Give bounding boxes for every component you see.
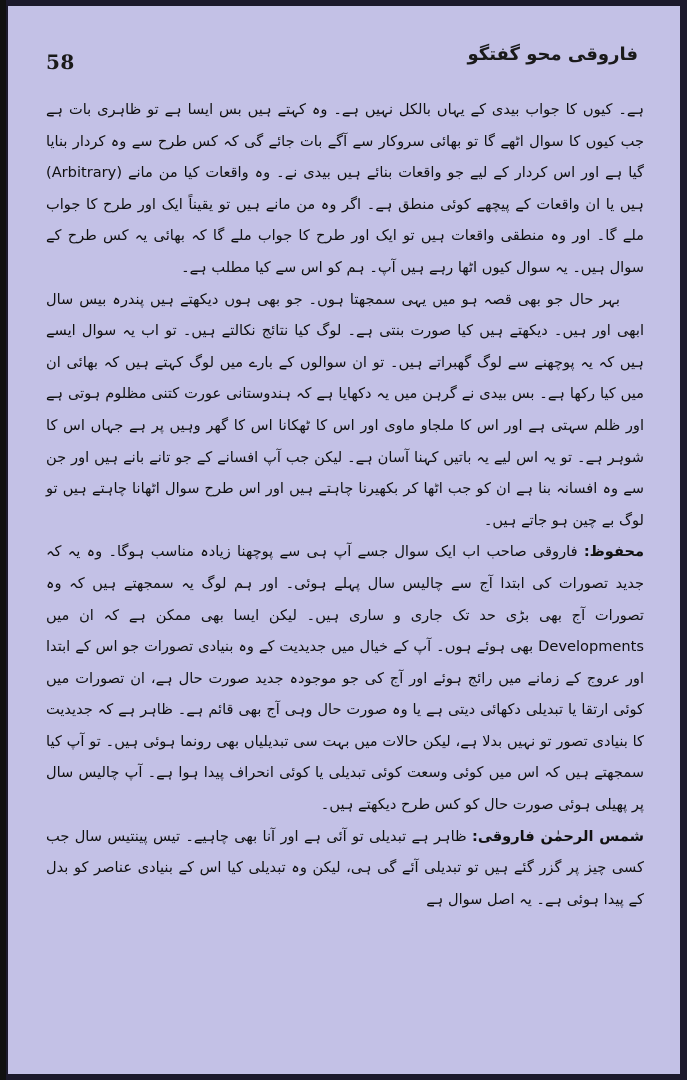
speaker-label: شمس الرحمٰن فاروقی: (472, 827, 645, 845)
paragraph-1 (46, 94, 644, 284)
paragraph-text: ظاہر ہے تبدیلی تو آئی ہے اور آنا بھی چاہیے۔ تیس پینتیس سال جب کسی چیز پر گزر گئے ہیں تو تبدیلی آئے گی ہی، لیکن وہ تبدیلی کیا اس کے بنیادی عناصر کو بدل کے پیدا ہوئی ہے۔ یہ اصل سوال ہے (46, 827, 644, 908)
paragraph-text: بہر حال جو بھی قصہ ہو میں یہی سمجھتا ہوں۔ جو بھی ہوں دیکھتے ہیں پندرہ بیس سال ابھی اور ہیں۔ دیکھتے ہیں کیا صورت بنتی ہے۔ لوگ کیا نتائج نکالتے ہیں۔ تو اب یہ سوال ایسے ہیں کہ یہ پوچھنے سے لوگ گھبراتے ہیں۔ تو ان سوالوں کے بارے میں لوگ کہتے ہیں کہ بھائی ان میں کیا رکھا ہے۔ بس بیدی نے گرہن میں یہ دکھایا ہے کہ ہندوستانی عورت کتنی مظلوم ہوتی ہے اور ظلم سہتی ہے اور اس کا ملجاو ماوی اور اس کا ٹھکانا اس کا گھر وہیں پر ہے جہاں اس کا شوہر ہے۔ تو یہ اس لیے یہ باتیں کہنا آسان ہے۔ لیکن جب آپ افسانے کے جو تانے بانے ہیں اور جن سے وہ افسانہ بنا ہے ان کو جب اٹھا کر بکھیرنا چاہتے ہیں اور اس طرح سوال اٹھانا چاہتے ہیں تو لوگ بے چین ہو جاتے ہیں۔ (46, 290, 644, 529)
paragraph-text: فاروقی صاحب اب ایک سوال جسے آپ ہی سے پوچھنا زیادہ مناسب ہوگا۔ وہ یہ کہ جدید تصورات کی ابتدا آج سے چالیس سال پہلے ہوئی۔ اور ہم لوگ یہ سمجھتے ہیں کہ وہ تصورات آج بھی بڑی حد تک جاری و ساری ہیں۔ لیکن ایسا بھی ممکن ہے کہ ان میں Developments بھی ہوئے ہوں۔ آپ کے خیال میں جدیدیت کے وہ بنیادی تصورات جو اس کے ابتدا اور عروج کے زمانے میں رائج ہوئے اور آج کی جو موجودہ جدید صورت حال ہے، ان تصورات میں کوئی ارتقا یا تبدیلی دکھائی دیتی ہے یا وہ صورت حال وہی آج بھی قائم ہے۔ ظاہر ہے کہ جدیدیت کا بنیادی تصور تو نہیں بدلا ہے، لیکن حالات میں بہت سی تبدیلیاں بھی رونما ہوئی ہیں۔ تو آپ کیا سمجھتے ہیں کہ اس میں کوئی وسعت کوئی تبدیلی یا کوئی انحراف پیدا ہوا ہے۔ آپ چالیس سال پر پھیلی ہوئی صورت حال کو کس طرح دیکھتے ہیں۔ (46, 543, 644, 814)
paragraph-2 (46, 284, 644, 537)
paragraph-4-farooqi (46, 821, 644, 916)
running-head-title: فاروقی محو گفتگو (467, 44, 638, 65)
page-edge-shadow (0, 0, 6, 1080)
book-page (8, 6, 680, 1074)
page-body (46, 94, 644, 915)
paragraph-3-mahfooz (46, 536, 644, 820)
paragraph-text: ہے۔ کیوں کا جواب بیدی کے یہاں بالکل نہیں ہے۔ وہ کہتے ہیں بس ایسا ہے تو ظاہری بات ہے جب کیوں کا سوال اٹھے گا تو بھائی سروکار سے آگے بات جائے گی کہ کس طرح سے وہ کردار بنایا گیا ہے اور اس کردار کے لیے جو واقعات بنائے ہیں بیدی نے۔ وہ واقعات کیا من مانے (Arbitrary) ہیں یا ان واقعات کے پیچھے کوئی منطق ہے۔ اگر وہ من مانے ہیں تو یقیناً ایک اور طرح کا جواب ملے گا۔ اور وہ منطقی واقعات ہیں تو ایک اور طرح کا جواب ملے گا کہ بھائی یہ کس طرح کے سوال ہیں۔ یہ سوال کیوں اٹھا رہے ہیں آپ۔ ہم کو اس سے کیا مطلب ہے۔ (46, 101, 644, 276)
speaker-label: محفوظ: (583, 543, 645, 561)
page-number: 58 (46, 50, 75, 74)
